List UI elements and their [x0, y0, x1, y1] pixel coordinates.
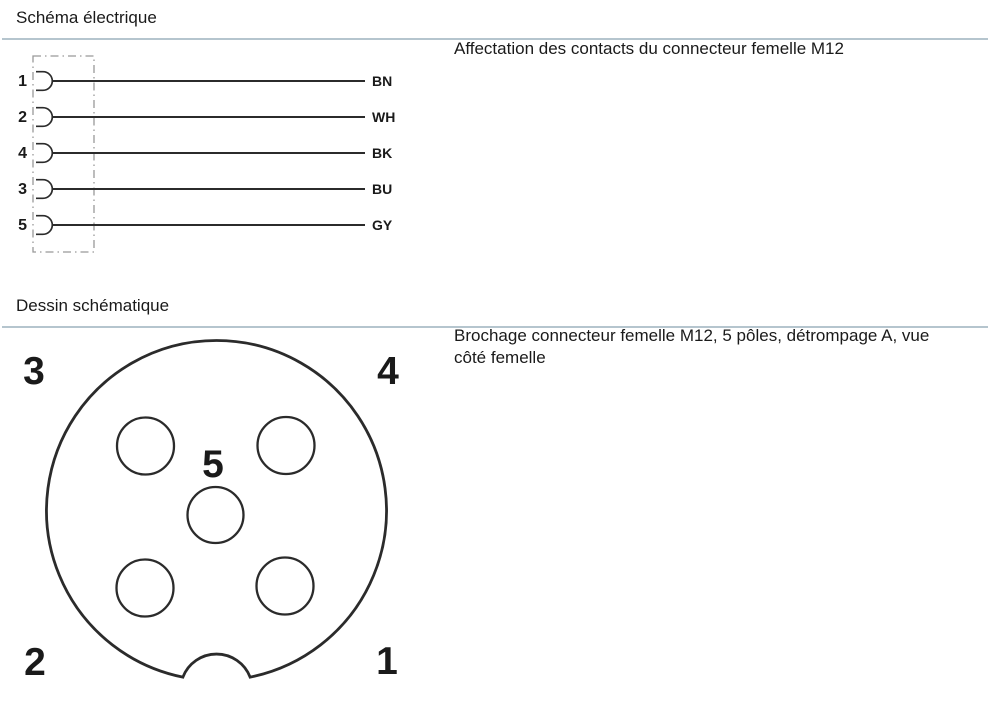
section-title-dessin-schematique: Dessin schématique: [16, 296, 170, 315]
female-contact-icon: [36, 72, 52, 91]
wire-color-label: BK: [372, 145, 393, 161]
pin-position-label-4: 4: [377, 350, 399, 393]
pin-position-label-1: 1: [376, 640, 398, 683]
pin-position-label-3: 3: [23, 350, 45, 393]
connector-drawing-caption: Brochage connecteur femelle M12, 5 pôles, détrompage A, vue côté femelle: [454, 326, 930, 367]
connector-face-drawing: [0, 330, 450, 711]
wiring-diagram: [0, 40, 450, 280]
wire-color-label: GY: [372, 217, 393, 233]
female-contact-icon: [36, 144, 52, 163]
section-title-schema-electrique: Schéma électrique: [16, 8, 157, 27]
wire-color-label: WH: [372, 109, 396, 125]
pin-number: 1: [18, 73, 27, 90]
wiring-diagram-caption: Affectation des contacts du connecteur femelle M12: [454, 39, 844, 58]
pin-row: [18, 108, 395, 127]
wire-color-label: BU: [372, 181, 393, 197]
female-contact-icon: [36, 108, 52, 127]
pin-number: 3: [18, 181, 27, 198]
female-contact-icon: [36, 216, 52, 235]
wire-color-label: BN: [372, 73, 393, 89]
pin-row: [18, 216, 393, 235]
female-contact-icon: [36, 180, 52, 199]
pin-row: [18, 72, 392, 91]
connector-body-outline-with-keyway: [47, 340, 387, 677]
pin-position-label-5: 5: [202, 443, 224, 486]
pin-number: 2: [18, 109, 27, 126]
pin-number: 5: [18, 217, 27, 234]
pin-row: [18, 180, 392, 199]
pin-row: [18, 144, 392, 163]
pin-position-label-2: 2: [24, 641, 46, 684]
pin-number: 4: [18, 145, 27, 162]
